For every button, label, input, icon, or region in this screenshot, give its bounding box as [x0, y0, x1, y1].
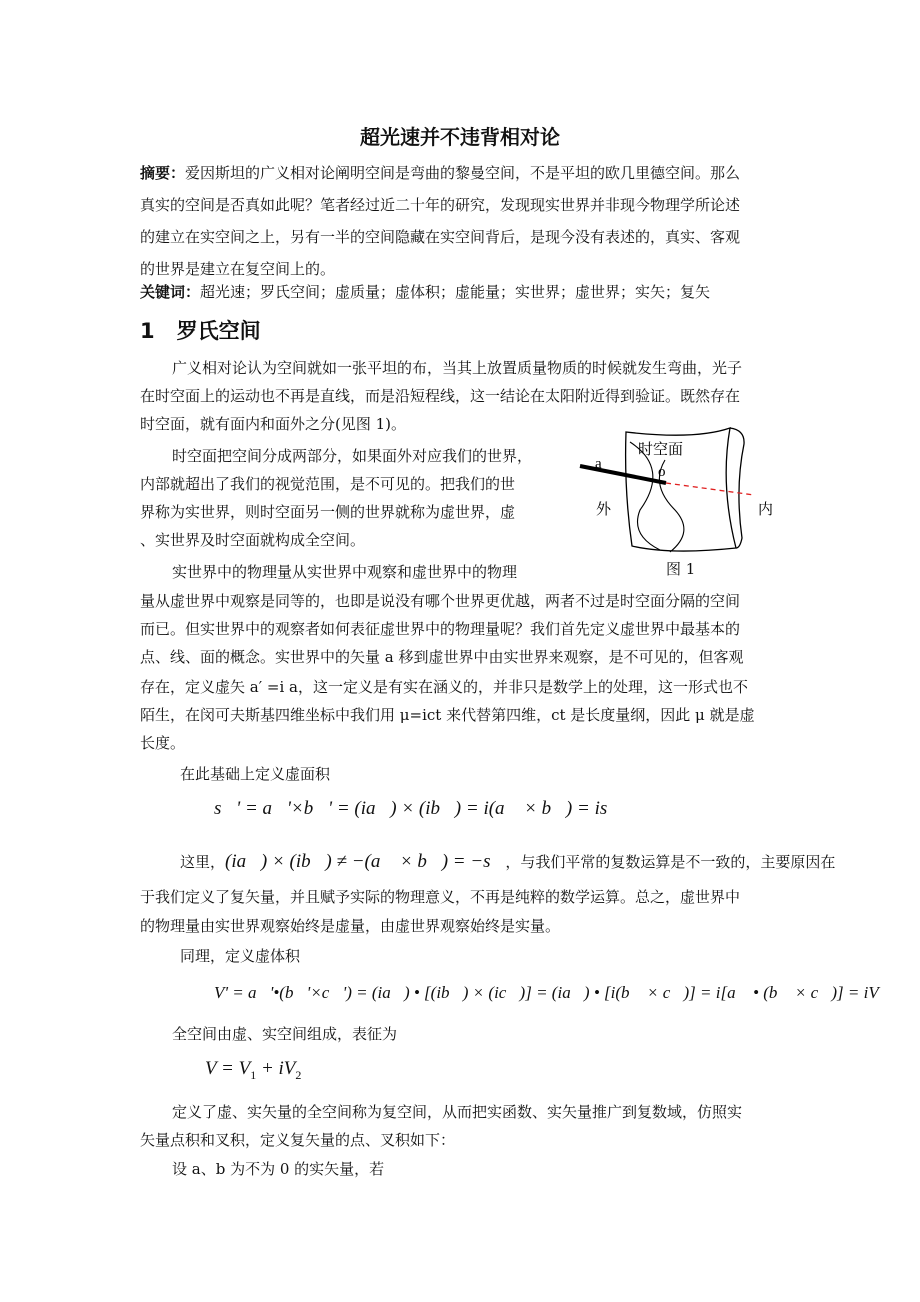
- para2-line-3: 界称为实世界，则时空面另一侧的世界就称为虚世界，虚: [140, 503, 516, 521]
- para2-line-1: 时空面把空间分成两部分，如果面外对应我们的世界，: [172, 447, 533, 465]
- dashed-line-inside: [666, 483, 754, 495]
- equation-imaginary-volume: V' = a⃗'•(b⃗'×c⃗') = (ia⃗) • [(ib⃗) × (ic⃗)] = (ia⃗) • [i(b⃗ × c⃗)] = i[a⃗ • (b⃗ × c⃗)] = iV: [214, 983, 879, 1002]
- figure-1-diagram: [570, 420, 790, 560]
- paragraph-7: 全空间由虚、实空间组成，表征为: [172, 1025, 398, 1043]
- para3-line-1: 实世界中的物理量从实世界中观察和虚世界中的物理: [172, 563, 518, 581]
- abstract-line-4: 的世界是建立在复空间上的。: [140, 260, 336, 278]
- para2-line-2: 内部就超出了我们的视觉范围，是不可见的。把我们的世: [140, 475, 516, 493]
- para3-line-3: 而已。但实世界中的观察者如何表征虚世界中的物理量呢？我们首先定义虚世界中最基本的: [140, 620, 741, 638]
- abstract-line-1: 摘要：爱因斯坦的广义相对论阐明空间是弯曲的黎曼空间，不是平坦的欧几里德空间。那么: [140, 164, 741, 182]
- figure-1-caption: 图 1: [666, 560, 696, 578]
- para3-line-6: 陌生，在闵可夫斯基四维坐标中我们用 μ=ict 来代替第四维，ct 是长度量纲，因此 μ 就是虚: [140, 706, 755, 724]
- label-spacetime-surface: 时空面: [638, 440, 684, 458]
- para8-line-2: 矢量点积和叉积，定义复矢量的点、叉积如下：: [140, 1131, 456, 1149]
- equation-full-space-volume: $V = V_1 + iV_2$: [205, 1058, 302, 1082]
- paragraph-4: 在此基础上定义虚面积: [180, 765, 331, 783]
- equation-imaginary-area: s⃗' = a⃗'×b⃗' = (ia⃗) × (ib⃗) = i(a⃗ × b⃗) = is⃗: [214, 798, 623, 819]
- para8-line-1: 定义了虚、实矢量的全空间称为复空间，从而把实函数、实矢量推广到复数域，仿照实: [172, 1103, 743, 1121]
- section-title: 罗氏空间: [176, 319, 261, 343]
- paragraph-9: 设 a、b 为不为 0 的实矢量，若: [172, 1160, 385, 1178]
- abstract-line-3: 的建立在实空间之上，另有一半的空间隐藏在实空间背后，是现今没有表述的，真实、客观: [140, 228, 741, 246]
- label-outside: 外: [596, 500, 612, 518]
- curve-left: [630, 442, 660, 550]
- para1-line-2: 在时空面上的运动也不再是直线，而是沿短程线，这一结论在太阳附近得到验证。既然存在: [140, 387, 741, 405]
- section-number: 1: [140, 319, 155, 343]
- paragraph-6: 同理，定义虚体积: [180, 947, 301, 965]
- para1-line-3: 时空面，就有面内和面外之分(见图 1)。: [140, 415, 407, 433]
- label-inside: 内: [758, 500, 774, 518]
- para3-line-4: 点、线、面的概念。实世界中的矢量 a 移到虚世界中由实世界来观察，是不可见的，但客观: [140, 648, 744, 666]
- keywords-text: 超光速；罗氏空间；虚质量；虚体积；虚能量；实世界；虚世界；实矢；复矢: [200, 283, 711, 301]
- para3-line-2: 量从虚世界中观察是同等的，也即是说没有哪个世界更优越，两者不过是时空面分隔的空间: [140, 592, 741, 610]
- keywords-label: 关键词：: [140, 283, 201, 301]
- page-title: 超光速并不违背相对论: [360, 125, 560, 149]
- para1-line-1: 广义相对论认为空间就如一张平坦的布，当其上放置质量物质的时候就发生弯曲，光子: [172, 359, 743, 377]
- equation-inequality: (ia⃗) × (ib⃗) ≠ −(a⃗ × b⃗) = −s⃗: [225, 851, 506, 872]
- para3-line-5: 存在，定义虚矢 a′ =i a，这一定义是有实在涵义的，并非只是数学上的处理，这一形式也不: [140, 678, 748, 696]
- abstract-line-2: 真实的空间是否真如此呢？笔者经过近二十年的研究，发现现实世界并非现今物理学所论述: [140, 196, 741, 214]
- section-heading: [140, 315, 261, 345]
- abstract-label: 摘要：: [140, 164, 186, 182]
- label-o: o: [658, 464, 666, 480]
- para5-line-2: 于我们定义了复矢量，并且赋予实际的物理意义，不再是纯粹的数学运算。总之，虚世界中: [140, 888, 741, 906]
- para2-line-4: 、实世界及时空面就构成全空间。: [140, 531, 366, 549]
- label-a: a: [595, 456, 602, 472]
- para5-line-3: 的物理量由实世界观察始终是虚量，由虚世界观察始终是实量。: [140, 917, 561, 935]
- para3-line-7: 长度。: [140, 734, 186, 752]
- keywords: [140, 276, 710, 308]
- para5-line-1: 这里，(ia⃗) × (ib⃗) ≠ −(a⃗ × b⃗) = −s⃗，与我们平常的复数运算是不一致的，主要原因在: [180, 851, 836, 872]
